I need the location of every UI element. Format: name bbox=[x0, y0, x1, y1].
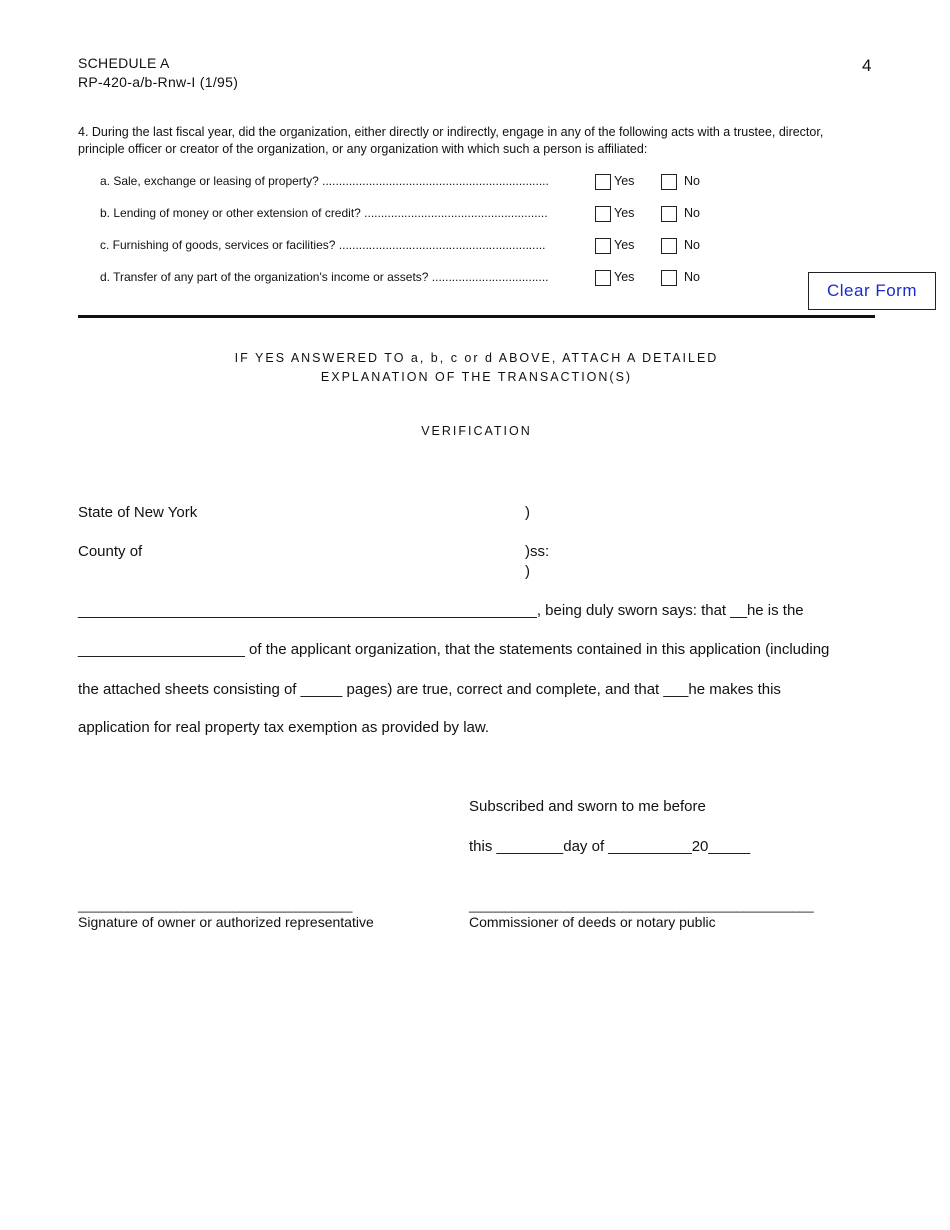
county-ss: )ss: bbox=[525, 543, 550, 560]
question-4c-label: c. Furnishing of goods, services or facilities? .............................................................. bbox=[100, 238, 546, 252]
verification-line-3: the attached sheets consisting of _____ pages) are true, correct and complete, and that ___he makes this bbox=[78, 681, 781, 698]
question-4a-no-label: No bbox=[684, 174, 700, 188]
verification-title: VERIFICATION bbox=[421, 424, 532, 438]
schedule-title: SCHEDULE A bbox=[78, 55, 170, 71]
question-4-text: 4. During the last fiscal year, did the organization, either directly or indirectly, engage in any of the following acts with a trustee, director, principle officer or creator of the organization, or any organization with which such a person is affiliated: bbox=[78, 125, 824, 156]
question-4a-no-checkbox[interactable] bbox=[661, 174, 677, 190]
question-4b-no-checkbox[interactable] bbox=[661, 206, 677, 222]
question-4c-no-label: No bbox=[684, 238, 700, 252]
commissioner-signature-label: Commissioner of deeds or notary public bbox=[469, 914, 716, 930]
question-4b-no-label: No bbox=[684, 206, 700, 220]
sworn-line-2: this ________day of __________20_____ bbox=[469, 838, 751, 855]
sworn-line-1: Subscribed and sworn to me before bbox=[469, 798, 706, 815]
question-4d-yes-checkbox[interactable] bbox=[595, 270, 611, 286]
verification-line-1: _______________________________________________________, being duly sworn says: that __he is the bbox=[78, 602, 804, 619]
clear-form-button[interactable]: Clear Form bbox=[808, 272, 936, 310]
county-label: County of bbox=[78, 543, 143, 560]
question-4b-label: b. Lending of money or other extension of credit? ....................................................... bbox=[100, 206, 548, 220]
question-4a-label: a. Sale, exchange or leasing of property? .................................................................... bbox=[100, 174, 549, 188]
question-4a-yes-checkbox[interactable] bbox=[595, 174, 611, 190]
verification-line-2: ____________________ of the applicant organization, that the statements contained in this application (including bbox=[78, 641, 830, 658]
commissioner-signature-line: _________________________________________________ bbox=[469, 898, 814, 913]
question-4c-yes-label: Yes bbox=[614, 238, 635, 252]
question-4d-yes-label: Yes bbox=[614, 270, 635, 284]
owner-signature-line: _______________________________________ bbox=[78, 898, 353, 913]
section-divider bbox=[78, 315, 875, 318]
verification-line-4: application for real property tax exemption as provided by law. bbox=[78, 719, 490, 736]
form-id: RP-420-a/b-Rnw-I (1/95) bbox=[78, 74, 239, 90]
notice-line-2: EXPLANATION OF THE TRANSACTION(S) bbox=[320, 370, 633, 384]
question-4c-yes-checkbox[interactable] bbox=[595, 238, 611, 254]
county-paren: ) bbox=[525, 563, 530, 580]
page-number: 4 bbox=[862, 56, 872, 75]
question-4c-no-checkbox[interactable] bbox=[661, 238, 677, 254]
question-4d-no-label: No bbox=[684, 270, 700, 284]
state-paren: ) bbox=[525, 504, 530, 521]
question-4b-yes-label: Yes bbox=[614, 206, 635, 220]
question-4b-yes-checkbox[interactable] bbox=[595, 206, 611, 222]
state-label: State of New York bbox=[78, 504, 198, 521]
notice-line-1: IF YES ANSWERED TO a, b, c or d ABOVE, ATTACH A DETAILED bbox=[234, 351, 719, 365]
question-4a-yes-label: Yes bbox=[614, 174, 635, 188]
question-4d-no-checkbox[interactable] bbox=[661, 270, 677, 286]
question-4d-label: d. Transfer of any part of the organization's income or assets? ................................... bbox=[100, 270, 549, 284]
owner-signature-label: Signature of owner or authorized representative bbox=[78, 914, 374, 930]
